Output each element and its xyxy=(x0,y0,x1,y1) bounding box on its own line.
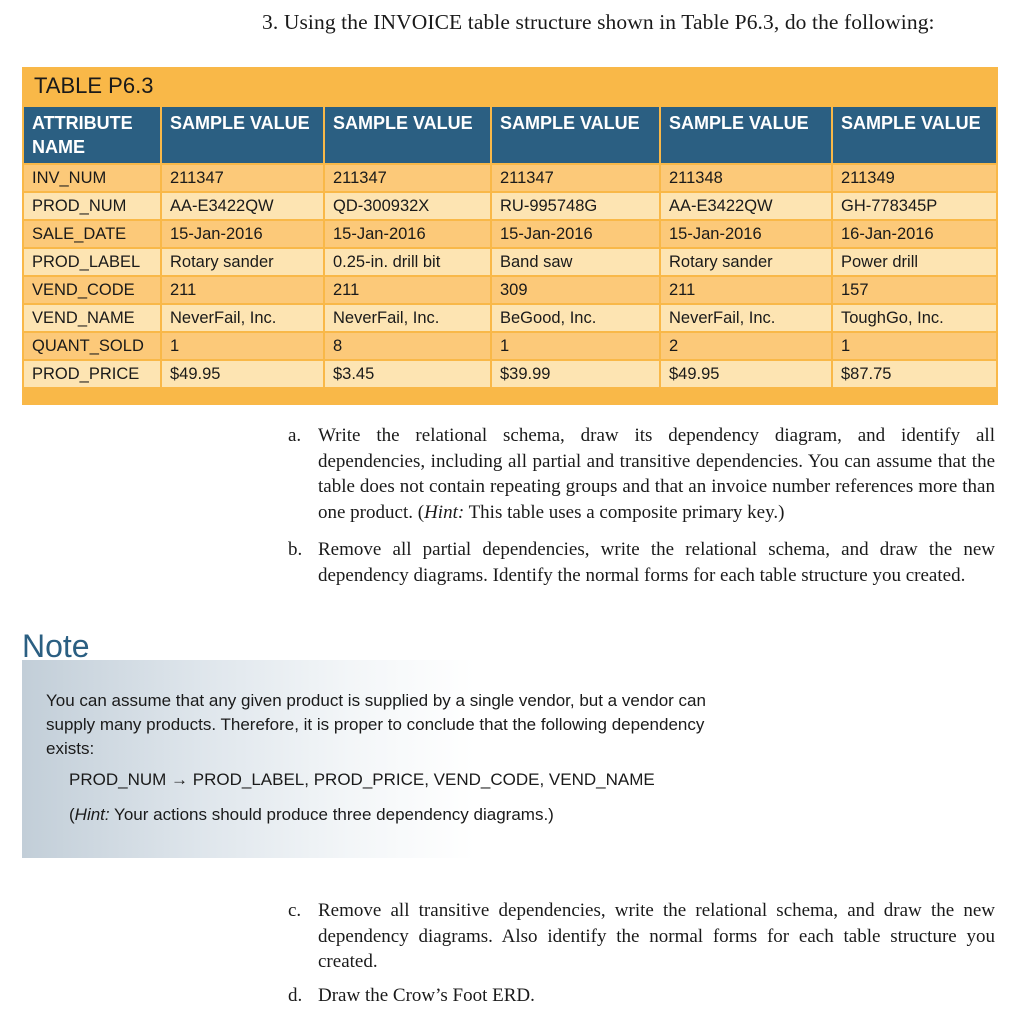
problem-heading xyxy=(262,10,935,35)
question-item-a xyxy=(288,423,995,525)
table-cell: 0.25-in. drill bit xyxy=(325,249,490,275)
table-cell: 211348 xyxy=(661,165,831,191)
table-header-row xyxy=(24,107,996,163)
question-item-b xyxy=(288,537,995,588)
attribute-cell: VEND_NAME xyxy=(24,305,160,331)
attribute-cell: VEND_CODE xyxy=(24,277,160,303)
invoice-table xyxy=(22,105,998,389)
table-cell: ToughGo, Inc. xyxy=(833,305,996,331)
table-cell: 211 xyxy=(325,277,490,303)
question-text: Draw the Crow’s Foot ERD. xyxy=(318,984,535,1006)
table-caption: TABLE P6.3 xyxy=(34,73,154,98)
table-cell: GH-778345P xyxy=(833,193,996,219)
table-cell: 1 xyxy=(833,333,996,359)
table-cell: 211 xyxy=(661,277,831,303)
question-label: b. xyxy=(288,539,303,560)
header-cell: SAMPLE VALUE xyxy=(492,107,659,163)
table-row xyxy=(24,249,996,275)
table-cell: QD-300932X xyxy=(325,193,490,219)
table-cell: 15-Jan-2016 xyxy=(492,221,659,247)
table-cell: $39.99 xyxy=(492,361,659,387)
table-cell: 211347 xyxy=(325,165,490,191)
note-title: Note xyxy=(22,628,90,664)
note-body: You can assume that any given product is supplied by a single vendor, but a vendor can supply many products. Therefore, it is proper to conclude that the following dependency exists: xyxy=(46,691,706,758)
question-text: Write the relational schema, draw its dependency diagram, and identify all dependencies, including all partial and transitive dependencies. You can assume that the table does not contain repeating groups and that an invoice number references more than one product. ( xyxy=(318,425,995,523)
table-cell: Power drill xyxy=(833,249,996,275)
header-cell: SAMPLE VALUE xyxy=(661,107,831,163)
table-cell: 2 xyxy=(661,333,831,359)
table-row xyxy=(24,333,996,359)
header-cell: SAMPLE VALUE xyxy=(325,107,490,163)
table-row xyxy=(24,305,996,331)
question-text: This table uses a composite primary key.) xyxy=(464,501,785,523)
table-cell: 16-Jan-2016 xyxy=(833,221,996,247)
attribute-cell: INV_NUM xyxy=(24,165,160,191)
table-cell: $3.45 xyxy=(325,361,490,387)
question-text: Remove all transitive dependencies, write the relational schema, and draw the new dependency diagrams. Also identify the normal forms for each table structure you created. xyxy=(318,900,995,972)
header-cell: SAMPLE VALUE xyxy=(833,107,996,163)
table-cell: 157 xyxy=(833,277,996,303)
table-cell: NeverFail, Inc. xyxy=(162,305,323,331)
problem-number: 3. xyxy=(262,10,279,34)
hint-text: Your actions should produce three dependency diagrams.) xyxy=(109,805,554,824)
right-arrow-icon: → xyxy=(171,770,189,789)
dependency-formula xyxy=(69,770,655,790)
table-cell: BeGood, Inc. xyxy=(492,305,659,331)
table-cell: 211347 xyxy=(162,165,323,191)
header-cell: SAMPLE VALUE xyxy=(162,107,323,163)
question-list-cd xyxy=(288,898,995,1020)
question-label: d. xyxy=(288,984,303,1006)
table-cell: AA-E3422QW xyxy=(661,193,831,219)
question-list-ab xyxy=(288,423,995,600)
header-cell: ATTRIBUTE NAME xyxy=(24,107,160,163)
formula-rhs: PROD_LABEL, PROD_PRICE, VEND_CODE, VEND_NAME xyxy=(192,770,655,789)
problem-text: Using the INVOICE table structure shown in Table P6.3, do the following: xyxy=(283,10,935,34)
table-row xyxy=(24,221,996,247)
table-cell: 15-Jan-2016 xyxy=(162,221,323,247)
table-cell: 1 xyxy=(162,333,323,359)
table-cell: 211347 xyxy=(492,165,659,191)
question-label: c. xyxy=(288,900,302,921)
question-item-c xyxy=(288,898,995,975)
table-container xyxy=(22,67,998,405)
attribute-cell: SALE_DATE xyxy=(24,221,160,247)
table-cell: $87.75 xyxy=(833,361,996,387)
attribute-cell: PROD_LABEL xyxy=(24,249,160,275)
attribute-cell: PROD_PRICE xyxy=(24,361,160,387)
hint-open: ( xyxy=(69,805,75,824)
table-cell: NeverFail, Inc. xyxy=(661,305,831,331)
table-cell: 15-Jan-2016 xyxy=(661,221,831,247)
formula-lhs: PROD_NUM xyxy=(69,770,167,789)
question-item-d xyxy=(288,983,995,1009)
table-cell: 211349 xyxy=(833,165,996,191)
table-cell: Band saw xyxy=(492,249,659,275)
table-cell: 211 xyxy=(162,277,323,303)
hint-word: Hint: xyxy=(74,805,110,824)
table-cell: Rotary sander xyxy=(162,249,323,275)
table-cell: $49.95 xyxy=(162,361,323,387)
table-cell: Rotary sander xyxy=(661,249,831,275)
table-row xyxy=(24,193,996,219)
table-cell: $49.95 xyxy=(661,361,831,387)
note-hint xyxy=(69,805,554,825)
table-row xyxy=(24,361,996,387)
hint-word: Hint: xyxy=(424,501,465,523)
question-label: a. xyxy=(288,425,302,446)
table-cell: 15-Jan-2016 xyxy=(325,221,490,247)
note-panel xyxy=(22,660,752,858)
table-cell: RU-995748G xyxy=(492,193,659,219)
table-cell: 1 xyxy=(492,333,659,359)
attribute-cell: QUANT_SOLD xyxy=(24,333,160,359)
table-cell: AA-E3422QW xyxy=(162,193,323,219)
table-row xyxy=(24,165,996,191)
table-cell: 8 xyxy=(325,333,490,359)
attribute-cell: PROD_NUM xyxy=(24,193,160,219)
question-text: Remove all partial dependencies, write the relational schema, and draw the new dependency diagrams. Identify the normal forms for each table structure you created. xyxy=(318,539,995,586)
table-row xyxy=(24,277,996,303)
table-cell: 309 xyxy=(492,277,659,303)
table-cell: NeverFail, Inc. xyxy=(325,305,490,331)
